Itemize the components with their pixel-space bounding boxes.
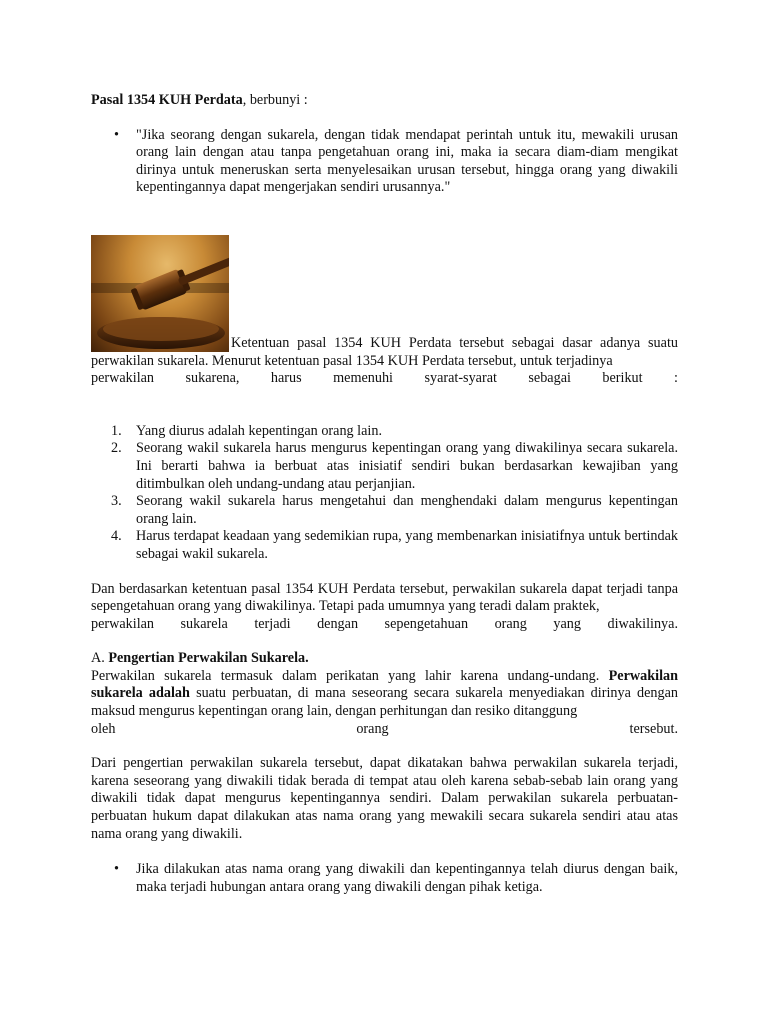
section-a-heading	[91, 650, 678, 668]
bullet-icon: •	[114, 861, 119, 878]
requirement-text: Harus terdapat keadaan yang sedemikian rupa, yang membenarkan inisiatifnya untuk bertindak sebagai wakil sukarela.	[136, 528, 678, 562]
intro-text: Ketentuan pasal 1354 KUH Perdata tersebut sebagai dasar adanya suatu perwakilan sukarela. Menurut ketentuan pasal 1354 KUH Perdata tersebut, untuk terjadinya	[91, 334, 678, 369]
section-a-title: Pengertian Perwakilan Sukarela.	[108, 650, 309, 667]
list-number: 2.	[111, 440, 122, 457]
section-a-body-bold: Perwakilan sukarela adalah	[91, 667, 678, 702]
paragraph-last-line: perwakilan sukarela terjadi dengan sepengetahuan orang yang diwakilinya.	[91, 615, 678, 632]
list-number: 3.	[111, 493, 122, 510]
section-a-prefix: A.	[91, 650, 109, 667]
intro-paragraph-last-line	[91, 370, 678, 388]
list-item	[91, 423, 678, 441]
gavel-image	[91, 235, 229, 352]
list-item	[91, 493, 678, 528]
gavel-icon	[91, 235, 229, 352]
article-heading-bold: Pasal 1354 KUH Perdata	[91, 92, 243, 108]
paragraph-after-list-last-line	[91, 616, 678, 634]
section-a-body-start: Perwakilan sukarela termasuk dalam perikatan yang lahir karena undang-undang.	[91, 667, 609, 684]
final-bullet-list	[91, 861, 678, 896]
quote-bullet-list	[91, 127, 678, 197]
intro-last-line: perwakilan sukarena, harus memenuhi syarat-syarat sebagai berikut :	[91, 370, 678, 387]
list-number: 4.	[111, 528, 122, 545]
quote-text: "Jika seorang dengan sukarela, dengan tidak mendapat perintah untuk itu, mewakili urusan orang lain dengan atau tanpa pengetahuan orang ini, maka ia secara diam-diam mengikat dirinya untuk meneruskan serta menyelesaikan urusan tersebut, hingga orang yang diwakili kepentingannya dapat mengerjakan sendiri urusannya."	[136, 126, 678, 196]
requirements-list	[91, 423, 678, 564]
definition-paragraph	[91, 755, 678, 843]
definition-text: Dari pengertian perwakilan sukarela tersebut, dapat dikatakan bahwa perwakilan sukarela terjadi, karena seseorang yang diwakili tidak berada di tempat atau oleh karena sebab-sebab lain orang yang diwakili tidak dapat mengurus kepentingannya sendiri. Dalam perwakilan sukarela perbuatan-perbuatan hukum dapat dilakukan atas nama orang yang mewakili secara sukarela sendiri atau atas nama orang yang diwakili.	[91, 755, 678, 842]
list-item	[91, 127, 678, 197]
requirement-text: Seorang wakil sukarela harus mengetahui dan menghendaki dalam mengurus kepentingan orang lain.	[136, 493, 678, 527]
article-heading	[91, 92, 678, 110]
bullet-icon: •	[114, 126, 119, 143]
article-heading-rest: , berbunyi :	[242, 92, 308, 108]
list-item	[91, 440, 678, 493]
list-item	[91, 861, 678, 896]
list-number: 1.	[111, 422, 122, 439]
paragraph-text: Dan berdasarkan ketentuan pasal 1354 KUH Perdata tersebut, perwakilan sukarela dapat terjadi tanpa sepengetahuan orang yang diwakilinya. Tetapi pada umumnya yang teradi dalam praktek,	[91, 580, 678, 615]
gavel-paragraph-block	[91, 235, 678, 388]
list-item	[91, 528, 678, 563]
final-bullet-text: Jika dilakukan atas nama orang yang diwakili dan kepentingannya telah diurus dengan baik, maka terjadi hubungan antara orang yang diwakili dengan pihak ketiga.	[136, 861, 678, 895]
requirement-text: Seorang wakil sukarela harus mengurus kepentingan orang yang diwakilinya secara sukarela. Ini berarti bahwa ia berbuat atas inisiatif sendiri bukan berdasarkan kewajiban yang ditimbulkan oleh undang-undang atau perjanjian.	[136, 440, 678, 492]
section-a-body	[91, 668, 678, 721]
document-page	[91, 90, 678, 896]
section-a-body-last-line	[91, 721, 678, 739]
paragraph-after-list	[91, 581, 678, 616]
section-a-last-line: oleh orang tersebut.	[91, 720, 678, 737]
section-a-body-rest: suatu perbuatan, di mana seseorang secara sukarela menyediakan dirinya dengan maksud mengurus kepentingan orang lain, dengan perhitungan dan resiko ditanggung	[91, 685, 678, 720]
requirement-text: Yang diurus adalah kepentingan orang lain.	[136, 422, 382, 439]
